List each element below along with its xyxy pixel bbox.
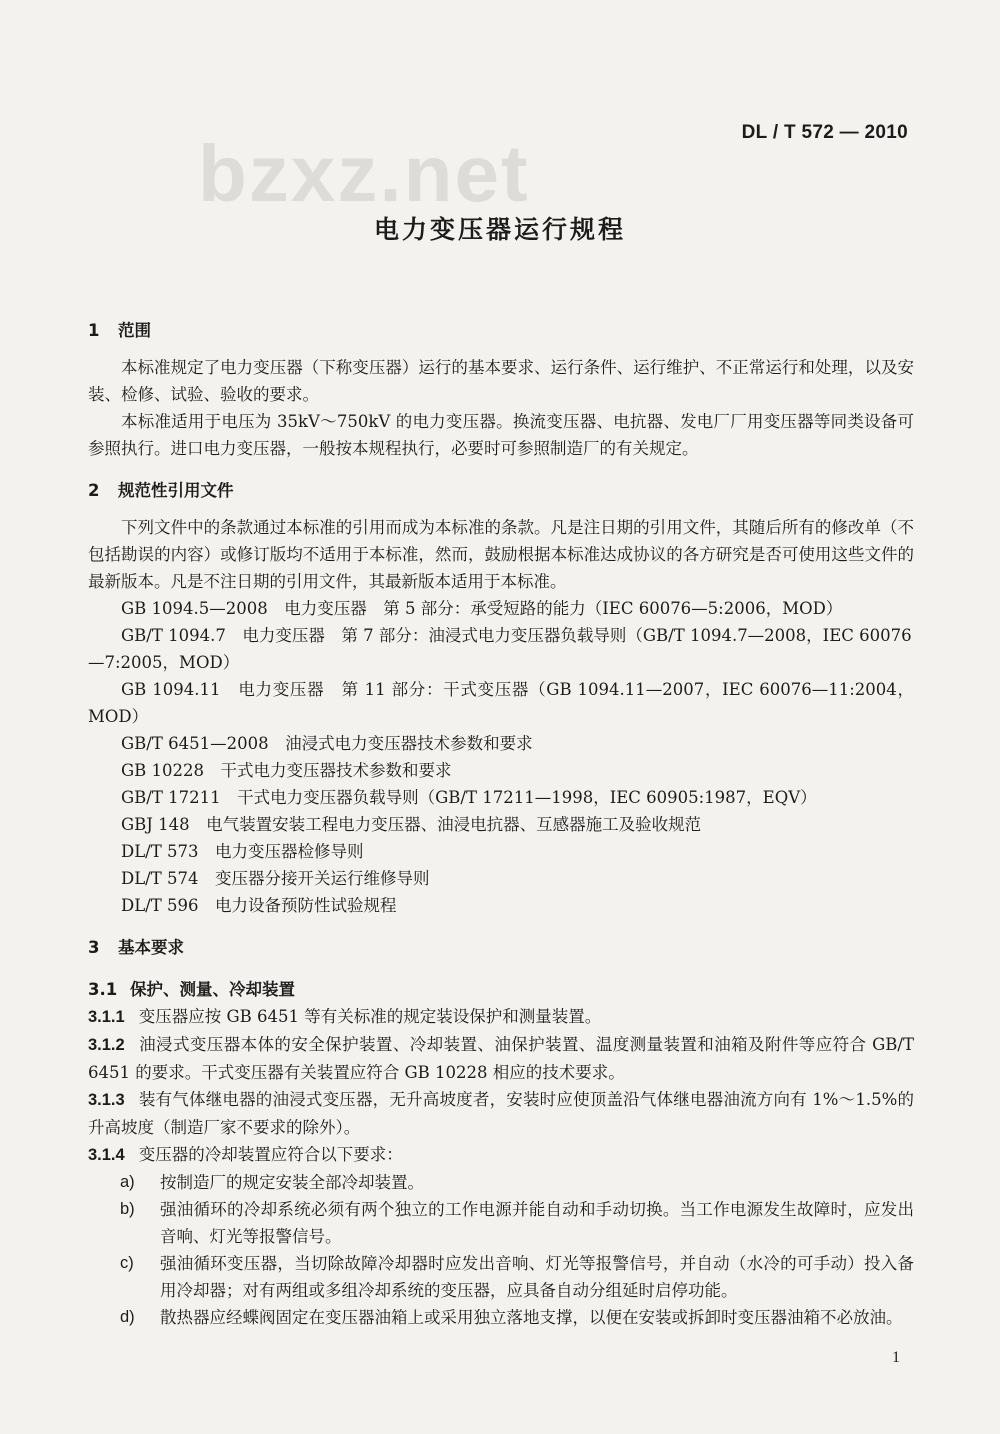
- list-label: c): [120, 1254, 134, 1272]
- list-item-d: [88, 1304, 914, 1331]
- section-number: 2: [88, 481, 100, 500]
- list-label: d): [120, 1308, 135, 1326]
- clause-3-1-3: [88, 1086, 914, 1141]
- section-title: 基本要求: [118, 938, 184, 957]
- clause-3-1-2: [88, 1031, 914, 1086]
- watermark: bzxz.net: [198, 129, 530, 218]
- paragraph: 本标准适用于电压为 35kV～750kV 的电力变压器。换流变压器、电抗器、发电厂厂用变压器等同类设备可参照执行。进口电力变压器，一般按本规程执行，必要时可参照制造厂的有关规定。: [88, 412, 914, 458]
- list-item-c: [88, 1250, 914, 1304]
- clause-text: 装有气体继电器的油浸式变压器，无升高坡度者，安装时应使顶盖沿气体继电器油流方向有 1%～1.5%的升高坡度（制造厂家不要求的除外）。: [88, 1090, 914, 1137]
- reference-item: GBJ 148 电气装置安装工程电力变压器、油浸电抗器、互感器施工及验收规范: [121, 815, 702, 834]
- clause-text: 变压器的冷却装置应符合以下要求：: [138, 1145, 403, 1164]
- reference-item: GB 1094.5—2008 电力变压器 第 5 部分：承受短路的能力（IEC 60076—5:2006，MOD）: [121, 599, 843, 618]
- clause-number: 3.1.4: [88, 1146, 125, 1164]
- subsection-title: 保护、测量、冷却装置: [130, 980, 295, 999]
- clause-text: 油浸式变压器本体的安全保护装置、冷却装置、油保护装置、温度测量装置和油箱及附件等应符合 GB/T 6451 的要求。干式变压器有关装置应符合 GB 10228 相应的技术要求。: [88, 1035, 914, 1082]
- paragraph: 下列文件中的条款通过本标准的引用而成为本标准的条款。凡是注日期的引用文件，其随后所有的修改单（不包括勘误的内容）或修订版均不适用于本标准，然而，鼓励根据本标准达成协议的各方研究是否可使用这些文件的最新版本。凡是不注日期的引用文件，其最新版本适用于本标准。: [88, 518, 914, 591]
- clause-number: 3.1.3: [88, 1091, 125, 1109]
- section-heading-2: [88, 478, 914, 504]
- clause-number: 3.1.1: [88, 1008, 125, 1026]
- reference-item: DL/T 573 电力变压器检修导则: [121, 842, 364, 861]
- section-title: 规范性引用文件: [118, 481, 234, 500]
- clause-number: 3.1.2: [88, 1036, 125, 1054]
- list-text: 按制造厂的规定安装全部冷却装置。: [160, 1173, 424, 1192]
- subsection-number: 3.1: [88, 980, 118, 999]
- reference-item: DL/T 596 电力设备预防性试验规程: [121, 896, 397, 915]
- list-item-a: [88, 1169, 914, 1196]
- section-heading-3: [88, 935, 914, 961]
- section-heading-1: [88, 318, 914, 344]
- standard-code: DL / T 572 — 2010: [741, 122, 908, 143]
- clause-3-1-4: [88, 1141, 914, 1169]
- list-text: 强油循环的冷却系统必须有两个独立的工作电源并能自动和手动切换。当工作电源发生故障时，应发出音响、灯光等报警信号。: [160, 1200, 914, 1246]
- reference-item: GB/T 6451—2008 油浸式电力变压器技术参数和要求: [121, 734, 533, 753]
- section-number: 1: [88, 321, 100, 340]
- section-number: 3: [88, 938, 100, 957]
- reference-item: GB 1094.11 电力变压器 第 11 部分：干式变压器（GB 1094.11—2007，IEC 60076—11:2004，MOD）: [88, 680, 914, 726]
- list-label: b): [120, 1200, 135, 1218]
- list-text: 散热器应经蝶阀固定在变压器油箱上或采用独立落地支撑，以便在安装或拆卸时变压器油箱不必放油。: [160, 1308, 903, 1327]
- document-body: [88, 318, 914, 1331]
- paragraph: 本标准规定了电力变压器（下称变压器）运行的基本要求、运行条件、运行维护、不正常运行和处理，以及安装、检修、试验、验收的要求。: [88, 358, 914, 404]
- reference-item: GB/T 1094.7 电力变压器 第 7 部分：油浸式电力变压器负载导则（GB/T 1094.7—2008，IEC 60076—7:2005，MOD）: [88, 626, 912, 672]
- clause-3-1-1: [88, 1003, 914, 1031]
- document-title: 电力变压器运行规程: [373, 215, 626, 244]
- reference-item: GB/T 17211 干式电力变压器负载导则（GB/T 17211—1998，IEC 60905:1987，EQV）: [121, 788, 817, 807]
- list-text: 强油循环变压器，当切除故障冷却器时应发出音响、灯光等报警信号，并自动（水冷的可手动）投入备用冷却器；对有两组或多组冷却系统的变压器，应具备自动分组延时启停功能。: [160, 1254, 914, 1300]
- section-title: 范围: [118, 321, 151, 340]
- reference-item: DL/T 574 变压器分接开关运行维修导则: [121, 869, 430, 888]
- subsection-heading-3-1: [88, 977, 914, 1003]
- list-item-b: [88, 1196, 914, 1250]
- list-label: a): [120, 1173, 135, 1191]
- reference-item: GB 10228 干式电力变压器技术参数和要求: [121, 761, 452, 780]
- page-number: 1: [892, 1349, 900, 1366]
- clause-text: 变压器应按 GB 6451 等有关标准的规定装设保护和测量装置。: [138, 1007, 602, 1026]
